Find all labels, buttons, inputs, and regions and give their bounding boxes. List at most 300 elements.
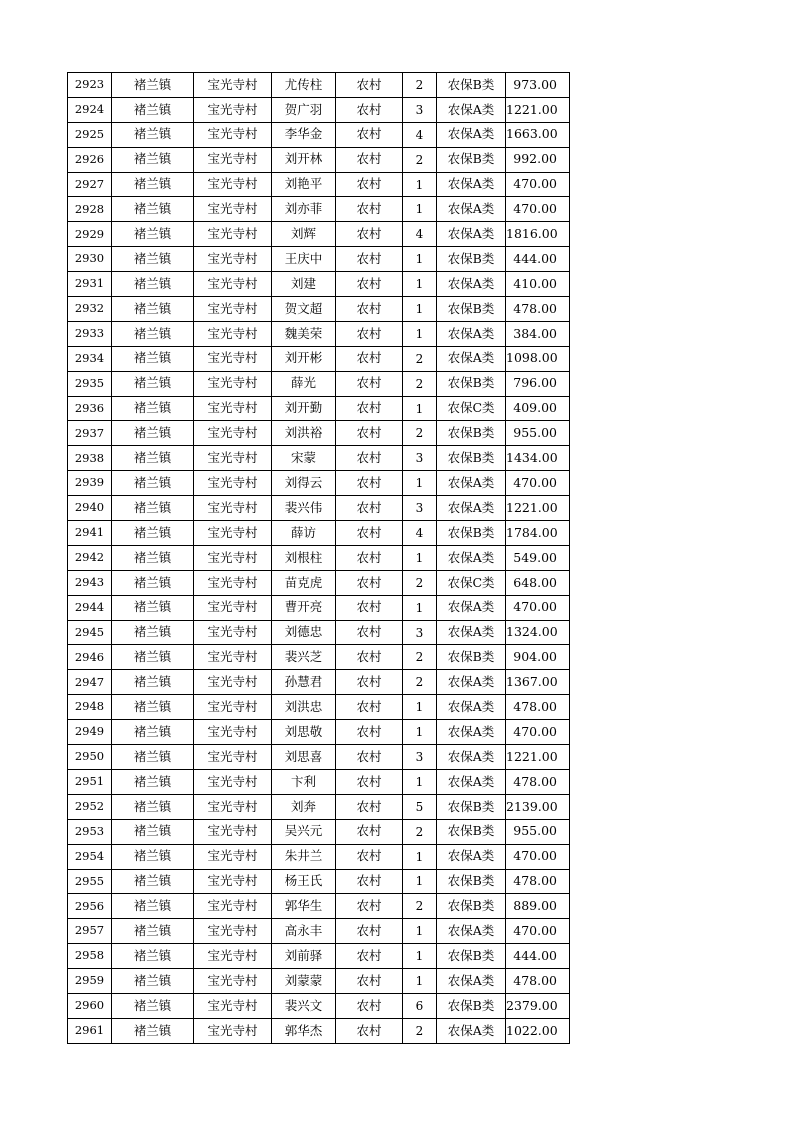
insurance-category-cell: 农保A类 xyxy=(437,969,506,994)
member-count-cell: 5 xyxy=(403,794,437,819)
village-cell: 宝光寺村 xyxy=(194,421,272,446)
town-cell: 褚兰镇 xyxy=(112,993,194,1018)
village-cell: 宝光寺村 xyxy=(194,346,272,371)
town-cell: 褚兰镇 xyxy=(112,247,194,272)
table-row xyxy=(68,396,570,421)
amount-cell: 410.00 xyxy=(506,272,570,297)
name-cell: 尤传柱 xyxy=(272,73,336,98)
town-cell: 褚兰镇 xyxy=(112,73,194,98)
name-cell: 刘洪忠 xyxy=(272,695,336,720)
household-type-cell: 农村 xyxy=(336,471,403,496)
record-number: 2932 xyxy=(68,297,112,322)
insurance-category-cell: 农保B类 xyxy=(437,247,506,272)
insurance-category-cell: 农保B类 xyxy=(437,421,506,446)
village-cell: 宝光寺村 xyxy=(194,720,272,745)
village-cell: 宝光寺村 xyxy=(194,272,272,297)
name-cell: 杨王氏 xyxy=(272,869,336,894)
town-cell: 褚兰镇 xyxy=(112,346,194,371)
name-cell: 刘建 xyxy=(272,272,336,297)
village-cell: 宝光寺村 xyxy=(194,172,272,197)
household-type-cell: 农村 xyxy=(336,545,403,570)
amount-cell: 1221.00 xyxy=(506,745,570,770)
insurance-category-cell: 农保A类 xyxy=(437,670,506,695)
household-type-cell: 农村 xyxy=(336,769,403,794)
table-row xyxy=(68,122,570,147)
record-number: 2961 xyxy=(68,1018,112,1043)
record-number: 2943 xyxy=(68,570,112,595)
table-body xyxy=(68,73,570,1044)
member-count-cell: 3 xyxy=(403,496,437,521)
household-type-cell: 农村 xyxy=(336,919,403,944)
member-count-cell: 1 xyxy=(403,769,437,794)
insurance-category-cell: 农保A类 xyxy=(437,745,506,770)
household-type-cell: 农村 xyxy=(336,496,403,521)
insurance-category-cell: 农保A类 xyxy=(437,1018,506,1043)
village-cell: 宝光寺村 xyxy=(194,371,272,396)
table-row xyxy=(68,745,570,770)
village-cell: 宝光寺村 xyxy=(194,496,272,521)
insurance-category-cell: 农保A类 xyxy=(437,545,506,570)
name-cell: 刘艳平 xyxy=(272,172,336,197)
record-number: 2960 xyxy=(68,993,112,1018)
town-cell: 褚兰镇 xyxy=(112,919,194,944)
town-cell: 褚兰镇 xyxy=(112,172,194,197)
record-number: 2923 xyxy=(68,73,112,98)
member-count-cell: 1 xyxy=(403,695,437,720)
village-cell: 宝光寺村 xyxy=(194,695,272,720)
record-number: 2924 xyxy=(68,97,112,122)
amount-cell: 1022.00 xyxy=(506,1018,570,1043)
household-type-cell: 农村 xyxy=(336,969,403,994)
member-count-cell: 1 xyxy=(403,969,437,994)
household-type-cell: 农村 xyxy=(336,620,403,645)
insurance-category-cell: 农保A类 xyxy=(437,595,506,620)
name-cell: 刘前驿 xyxy=(272,944,336,969)
table-row xyxy=(68,645,570,670)
record-number: 2936 xyxy=(68,396,112,421)
household-type-cell: 农村 xyxy=(336,421,403,446)
record-number: 2934 xyxy=(68,346,112,371)
household-type-cell: 农村 xyxy=(336,122,403,147)
village-cell: 宝光寺村 xyxy=(194,545,272,570)
village-cell: 宝光寺村 xyxy=(194,521,272,546)
member-count-cell: 2 xyxy=(403,645,437,670)
insurance-category-cell: 农保B类 xyxy=(437,794,506,819)
name-cell: 刘亦菲 xyxy=(272,197,336,222)
amount-cell: 1434.00 xyxy=(506,446,570,471)
insurance-category-cell: 农保A类 xyxy=(437,720,506,745)
name-cell: 刘开彬 xyxy=(272,346,336,371)
record-number: 2958 xyxy=(68,944,112,969)
member-count-cell: 3 xyxy=(403,745,437,770)
amount-cell: 904.00 xyxy=(506,645,570,670)
table-row xyxy=(68,570,570,595)
town-cell: 褚兰镇 xyxy=(112,496,194,521)
town-cell: 褚兰镇 xyxy=(112,670,194,695)
amount-cell: 955.00 xyxy=(506,819,570,844)
town-cell: 褚兰镇 xyxy=(112,869,194,894)
town-cell: 褚兰镇 xyxy=(112,769,194,794)
household-type-cell: 农村 xyxy=(336,794,403,819)
record-number: 2930 xyxy=(68,247,112,272)
table-row xyxy=(68,944,570,969)
name-cell: 郭华杰 xyxy=(272,1018,336,1043)
member-count-cell: 2 xyxy=(403,371,437,396)
record-number: 2954 xyxy=(68,844,112,869)
town-cell: 褚兰镇 xyxy=(112,97,194,122)
table-row xyxy=(68,471,570,496)
amount-cell: 470.00 xyxy=(506,471,570,496)
village-cell: 宝光寺村 xyxy=(194,993,272,1018)
member-count-cell: 4 xyxy=(403,122,437,147)
table-row xyxy=(68,869,570,894)
village-cell: 宝光寺村 xyxy=(194,620,272,645)
amount-cell: 1098.00 xyxy=(506,346,570,371)
record-number: 2957 xyxy=(68,919,112,944)
member-count-cell: 2 xyxy=(403,421,437,446)
amount-cell: 2139.00 xyxy=(506,794,570,819)
household-type-cell: 农村 xyxy=(336,993,403,1018)
insurance-category-cell: 农保B类 xyxy=(437,944,506,969)
member-count-cell: 1 xyxy=(403,720,437,745)
amount-cell: 955.00 xyxy=(506,421,570,446)
member-count-cell: 1 xyxy=(403,944,437,969)
table-row xyxy=(68,197,570,222)
town-cell: 褚兰镇 xyxy=(112,197,194,222)
name-cell: 刘开林 xyxy=(272,147,336,172)
table-row xyxy=(68,620,570,645)
name-cell: 裴兴伟 xyxy=(272,496,336,521)
household-type-cell: 农村 xyxy=(336,521,403,546)
household-type-cell: 农村 xyxy=(336,1018,403,1043)
member-count-cell: 1 xyxy=(403,471,437,496)
benefit-table xyxy=(67,72,570,1044)
household-type-cell: 农村 xyxy=(336,297,403,322)
table-row xyxy=(68,297,570,322)
table-row xyxy=(68,321,570,346)
name-cell: 王庆中 xyxy=(272,247,336,272)
name-cell: 宋蒙 xyxy=(272,446,336,471)
member-count-cell: 2 xyxy=(403,570,437,595)
name-cell: 刘根柱 xyxy=(272,545,336,570)
name-cell: 孙慧君 xyxy=(272,670,336,695)
village-cell: 宝光寺村 xyxy=(194,321,272,346)
record-number: 2955 xyxy=(68,869,112,894)
amount-cell: 470.00 xyxy=(506,919,570,944)
amount-cell: 470.00 xyxy=(506,844,570,869)
village-cell: 宝光寺村 xyxy=(194,645,272,670)
insurance-category-cell: 农保B类 xyxy=(437,645,506,670)
town-cell: 褚兰镇 xyxy=(112,321,194,346)
record-number: 2928 xyxy=(68,197,112,222)
name-cell: 苗克虎 xyxy=(272,570,336,595)
town-cell: 褚兰镇 xyxy=(112,570,194,595)
record-number: 2942 xyxy=(68,545,112,570)
village-cell: 宝光寺村 xyxy=(194,73,272,98)
household-type-cell: 农村 xyxy=(336,844,403,869)
village-cell: 宝光寺村 xyxy=(194,670,272,695)
village-cell: 宝光寺村 xyxy=(194,844,272,869)
table-row xyxy=(68,919,570,944)
member-count-cell: 1 xyxy=(403,272,437,297)
village-cell: 宝光寺村 xyxy=(194,222,272,247)
member-count-cell: 2 xyxy=(403,147,437,172)
town-cell: 褚兰镇 xyxy=(112,371,194,396)
household-type-cell: 农村 xyxy=(336,197,403,222)
record-number: 2946 xyxy=(68,645,112,670)
insurance-category-cell: 农保B类 xyxy=(437,993,506,1018)
name-cell: 李华金 xyxy=(272,122,336,147)
amount-cell: 478.00 xyxy=(506,969,570,994)
insurance-category-cell: 农保B类 xyxy=(437,894,506,919)
member-count-cell: 3 xyxy=(403,446,437,471)
name-cell: 朱井兰 xyxy=(272,844,336,869)
insurance-category-cell: 农保A类 xyxy=(437,695,506,720)
name-cell: 刘德忠 xyxy=(272,620,336,645)
insurance-category-cell: 农保B类 xyxy=(437,371,506,396)
amount-cell: 973.00 xyxy=(506,73,570,98)
insurance-category-cell: 农保A类 xyxy=(437,222,506,247)
table-row xyxy=(68,272,570,297)
record-number: 2944 xyxy=(68,595,112,620)
table-row xyxy=(68,371,570,396)
amount-cell: 470.00 xyxy=(506,197,570,222)
town-cell: 褚兰镇 xyxy=(112,645,194,670)
village-cell: 宝光寺村 xyxy=(194,570,272,595)
village-cell: 宝光寺村 xyxy=(194,1018,272,1043)
household-type-cell: 农村 xyxy=(336,720,403,745)
table-row xyxy=(68,97,570,122)
household-type-cell: 农村 xyxy=(336,695,403,720)
member-count-cell: 2 xyxy=(403,1018,437,1043)
record-number: 2941 xyxy=(68,521,112,546)
record-number: 2939 xyxy=(68,471,112,496)
table-row xyxy=(68,222,570,247)
insurance-category-cell: 农保A类 xyxy=(437,172,506,197)
household-type-cell: 农村 xyxy=(336,222,403,247)
amount-cell: 1784.00 xyxy=(506,521,570,546)
table-row xyxy=(68,496,570,521)
village-cell: 宝光寺村 xyxy=(194,969,272,994)
amount-cell: 796.00 xyxy=(506,371,570,396)
insurance-category-cell: 农保C类 xyxy=(437,570,506,595)
table-row xyxy=(68,595,570,620)
town-cell: 褚兰镇 xyxy=(112,272,194,297)
name-cell: 卞利 xyxy=(272,769,336,794)
household-type-cell: 农村 xyxy=(336,147,403,172)
town-cell: 褚兰镇 xyxy=(112,471,194,496)
amount-cell: 478.00 xyxy=(506,769,570,794)
town-cell: 褚兰镇 xyxy=(112,521,194,546)
household-type-cell: 农村 xyxy=(336,346,403,371)
town-cell: 褚兰镇 xyxy=(112,595,194,620)
town-cell: 褚兰镇 xyxy=(112,1018,194,1043)
record-number: 2933 xyxy=(68,321,112,346)
member-count-cell: 2 xyxy=(403,894,437,919)
village-cell: 宝光寺村 xyxy=(194,745,272,770)
table-row xyxy=(68,769,570,794)
town-cell: 褚兰镇 xyxy=(112,147,194,172)
amount-cell: 444.00 xyxy=(506,247,570,272)
village-cell: 宝光寺村 xyxy=(194,122,272,147)
household-type-cell: 农村 xyxy=(336,371,403,396)
household-type-cell: 农村 xyxy=(336,944,403,969)
table-row xyxy=(68,720,570,745)
amount-cell: 478.00 xyxy=(506,869,570,894)
member-count-cell: 6 xyxy=(403,993,437,1018)
table-row xyxy=(68,521,570,546)
insurance-category-cell: 农保A类 xyxy=(437,620,506,645)
insurance-category-cell: 农保B类 xyxy=(437,73,506,98)
member-count-cell: 4 xyxy=(403,222,437,247)
member-count-cell: 1 xyxy=(403,396,437,421)
insurance-category-cell: 农保B类 xyxy=(437,521,506,546)
record-number: 2929 xyxy=(68,222,112,247)
amount-cell: 1816.00 xyxy=(506,222,570,247)
record-number: 2951 xyxy=(68,769,112,794)
amount-cell: 1221.00 xyxy=(506,97,570,122)
member-count-cell: 1 xyxy=(403,321,437,346)
village-cell: 宝光寺村 xyxy=(194,147,272,172)
table-row xyxy=(68,247,570,272)
amount-cell: 478.00 xyxy=(506,695,570,720)
record-number: 2949 xyxy=(68,720,112,745)
village-cell: 宝光寺村 xyxy=(194,894,272,919)
amount-cell: 1324.00 xyxy=(506,620,570,645)
insurance-category-cell: 农保A类 xyxy=(437,471,506,496)
town-cell: 褚兰镇 xyxy=(112,969,194,994)
table-row xyxy=(68,969,570,994)
name-cell: 刘思喜 xyxy=(272,745,336,770)
member-count-cell: 2 xyxy=(403,73,437,98)
record-number: 2927 xyxy=(68,172,112,197)
household-type-cell: 农村 xyxy=(336,595,403,620)
record-number: 2948 xyxy=(68,695,112,720)
village-cell: 宝光寺村 xyxy=(194,446,272,471)
insurance-category-cell: 农保C类 xyxy=(437,396,506,421)
insurance-category-cell: 农保A类 xyxy=(437,844,506,869)
amount-cell: 648.00 xyxy=(506,570,570,595)
member-count-cell: 1 xyxy=(403,869,437,894)
record-number: 2925 xyxy=(68,122,112,147)
village-cell: 宝光寺村 xyxy=(194,919,272,944)
household-type-cell: 农村 xyxy=(336,570,403,595)
household-type-cell: 农村 xyxy=(336,97,403,122)
name-cell: 刘得云 xyxy=(272,471,336,496)
insurance-category-cell: 农保A类 xyxy=(437,122,506,147)
member-count-cell: 1 xyxy=(403,545,437,570)
amount-cell: 2379.00 xyxy=(506,993,570,1018)
member-count-cell: 4 xyxy=(403,521,437,546)
town-cell: 褚兰镇 xyxy=(112,122,194,147)
amount-cell: 1663.00 xyxy=(506,122,570,147)
town-cell: 褚兰镇 xyxy=(112,620,194,645)
name-cell: 刘奔 xyxy=(272,794,336,819)
name-cell: 贺文超 xyxy=(272,297,336,322)
village-cell: 宝光寺村 xyxy=(194,595,272,620)
village-cell: 宝光寺村 xyxy=(194,471,272,496)
table-row xyxy=(68,844,570,869)
household-type-cell: 农村 xyxy=(336,272,403,297)
town-cell: 褚兰镇 xyxy=(112,894,194,919)
amount-cell: 992.00 xyxy=(506,147,570,172)
town-cell: 褚兰镇 xyxy=(112,446,194,471)
name-cell: 裴兴文 xyxy=(272,993,336,1018)
town-cell: 褚兰镇 xyxy=(112,222,194,247)
amount-cell: 478.00 xyxy=(506,297,570,322)
town-cell: 褚兰镇 xyxy=(112,396,194,421)
household-type-cell: 农村 xyxy=(336,819,403,844)
household-type-cell: 农村 xyxy=(336,670,403,695)
household-type-cell: 农村 xyxy=(336,645,403,670)
name-cell: 贺广羽 xyxy=(272,97,336,122)
amount-cell: 889.00 xyxy=(506,894,570,919)
table-row xyxy=(68,73,570,98)
village-cell: 宝光寺村 xyxy=(194,97,272,122)
village-cell: 宝光寺村 xyxy=(194,944,272,969)
name-cell: 曹开亮 xyxy=(272,595,336,620)
insurance-category-cell: 农保A类 xyxy=(437,197,506,222)
town-cell: 褚兰镇 xyxy=(112,720,194,745)
insurance-category-cell: 农保A类 xyxy=(437,321,506,346)
amount-cell: 444.00 xyxy=(506,944,570,969)
table-row xyxy=(68,446,570,471)
insurance-category-cell: 农保B类 xyxy=(437,297,506,322)
amount-cell: 384.00 xyxy=(506,321,570,346)
town-cell: 褚兰镇 xyxy=(112,819,194,844)
record-number: 2952 xyxy=(68,794,112,819)
table-row xyxy=(68,172,570,197)
record-number: 2945 xyxy=(68,620,112,645)
table-row xyxy=(68,421,570,446)
member-count-cell: 1 xyxy=(403,247,437,272)
amount-cell: 470.00 xyxy=(506,595,570,620)
member-count-cell: 1 xyxy=(403,197,437,222)
table-row xyxy=(68,894,570,919)
household-type-cell: 农村 xyxy=(336,247,403,272)
record-number: 2950 xyxy=(68,745,112,770)
household-type-cell: 农村 xyxy=(336,869,403,894)
name-cell: 薛访 xyxy=(272,521,336,546)
name-cell: 刘开勤 xyxy=(272,396,336,421)
member-count-cell: 1 xyxy=(403,844,437,869)
record-number: 2956 xyxy=(68,894,112,919)
name-cell: 魏美荣 xyxy=(272,321,336,346)
village-cell: 宝光寺村 xyxy=(194,247,272,272)
village-cell: 宝光寺村 xyxy=(194,869,272,894)
record-number: 2931 xyxy=(68,272,112,297)
household-type-cell: 农村 xyxy=(336,321,403,346)
household-type-cell: 农村 xyxy=(336,396,403,421)
household-type-cell: 农村 xyxy=(336,446,403,471)
table-row xyxy=(68,993,570,1018)
member-count-cell: 1 xyxy=(403,297,437,322)
amount-cell: 1367.00 xyxy=(506,670,570,695)
member-count-cell: 3 xyxy=(403,620,437,645)
insurance-category-cell: 农保A类 xyxy=(437,346,506,371)
insurance-category-cell: 农保A类 xyxy=(437,769,506,794)
member-count-cell: 1 xyxy=(403,919,437,944)
member-count-cell: 3 xyxy=(403,97,437,122)
insurance-category-cell: 农保A类 xyxy=(437,496,506,521)
household-type-cell: 农村 xyxy=(336,172,403,197)
record-number: 2947 xyxy=(68,670,112,695)
insurance-category-cell: 农保B类 xyxy=(437,869,506,894)
record-number: 2940 xyxy=(68,496,112,521)
table-row xyxy=(68,147,570,172)
member-count-cell: 2 xyxy=(403,819,437,844)
amount-cell: 409.00 xyxy=(506,396,570,421)
